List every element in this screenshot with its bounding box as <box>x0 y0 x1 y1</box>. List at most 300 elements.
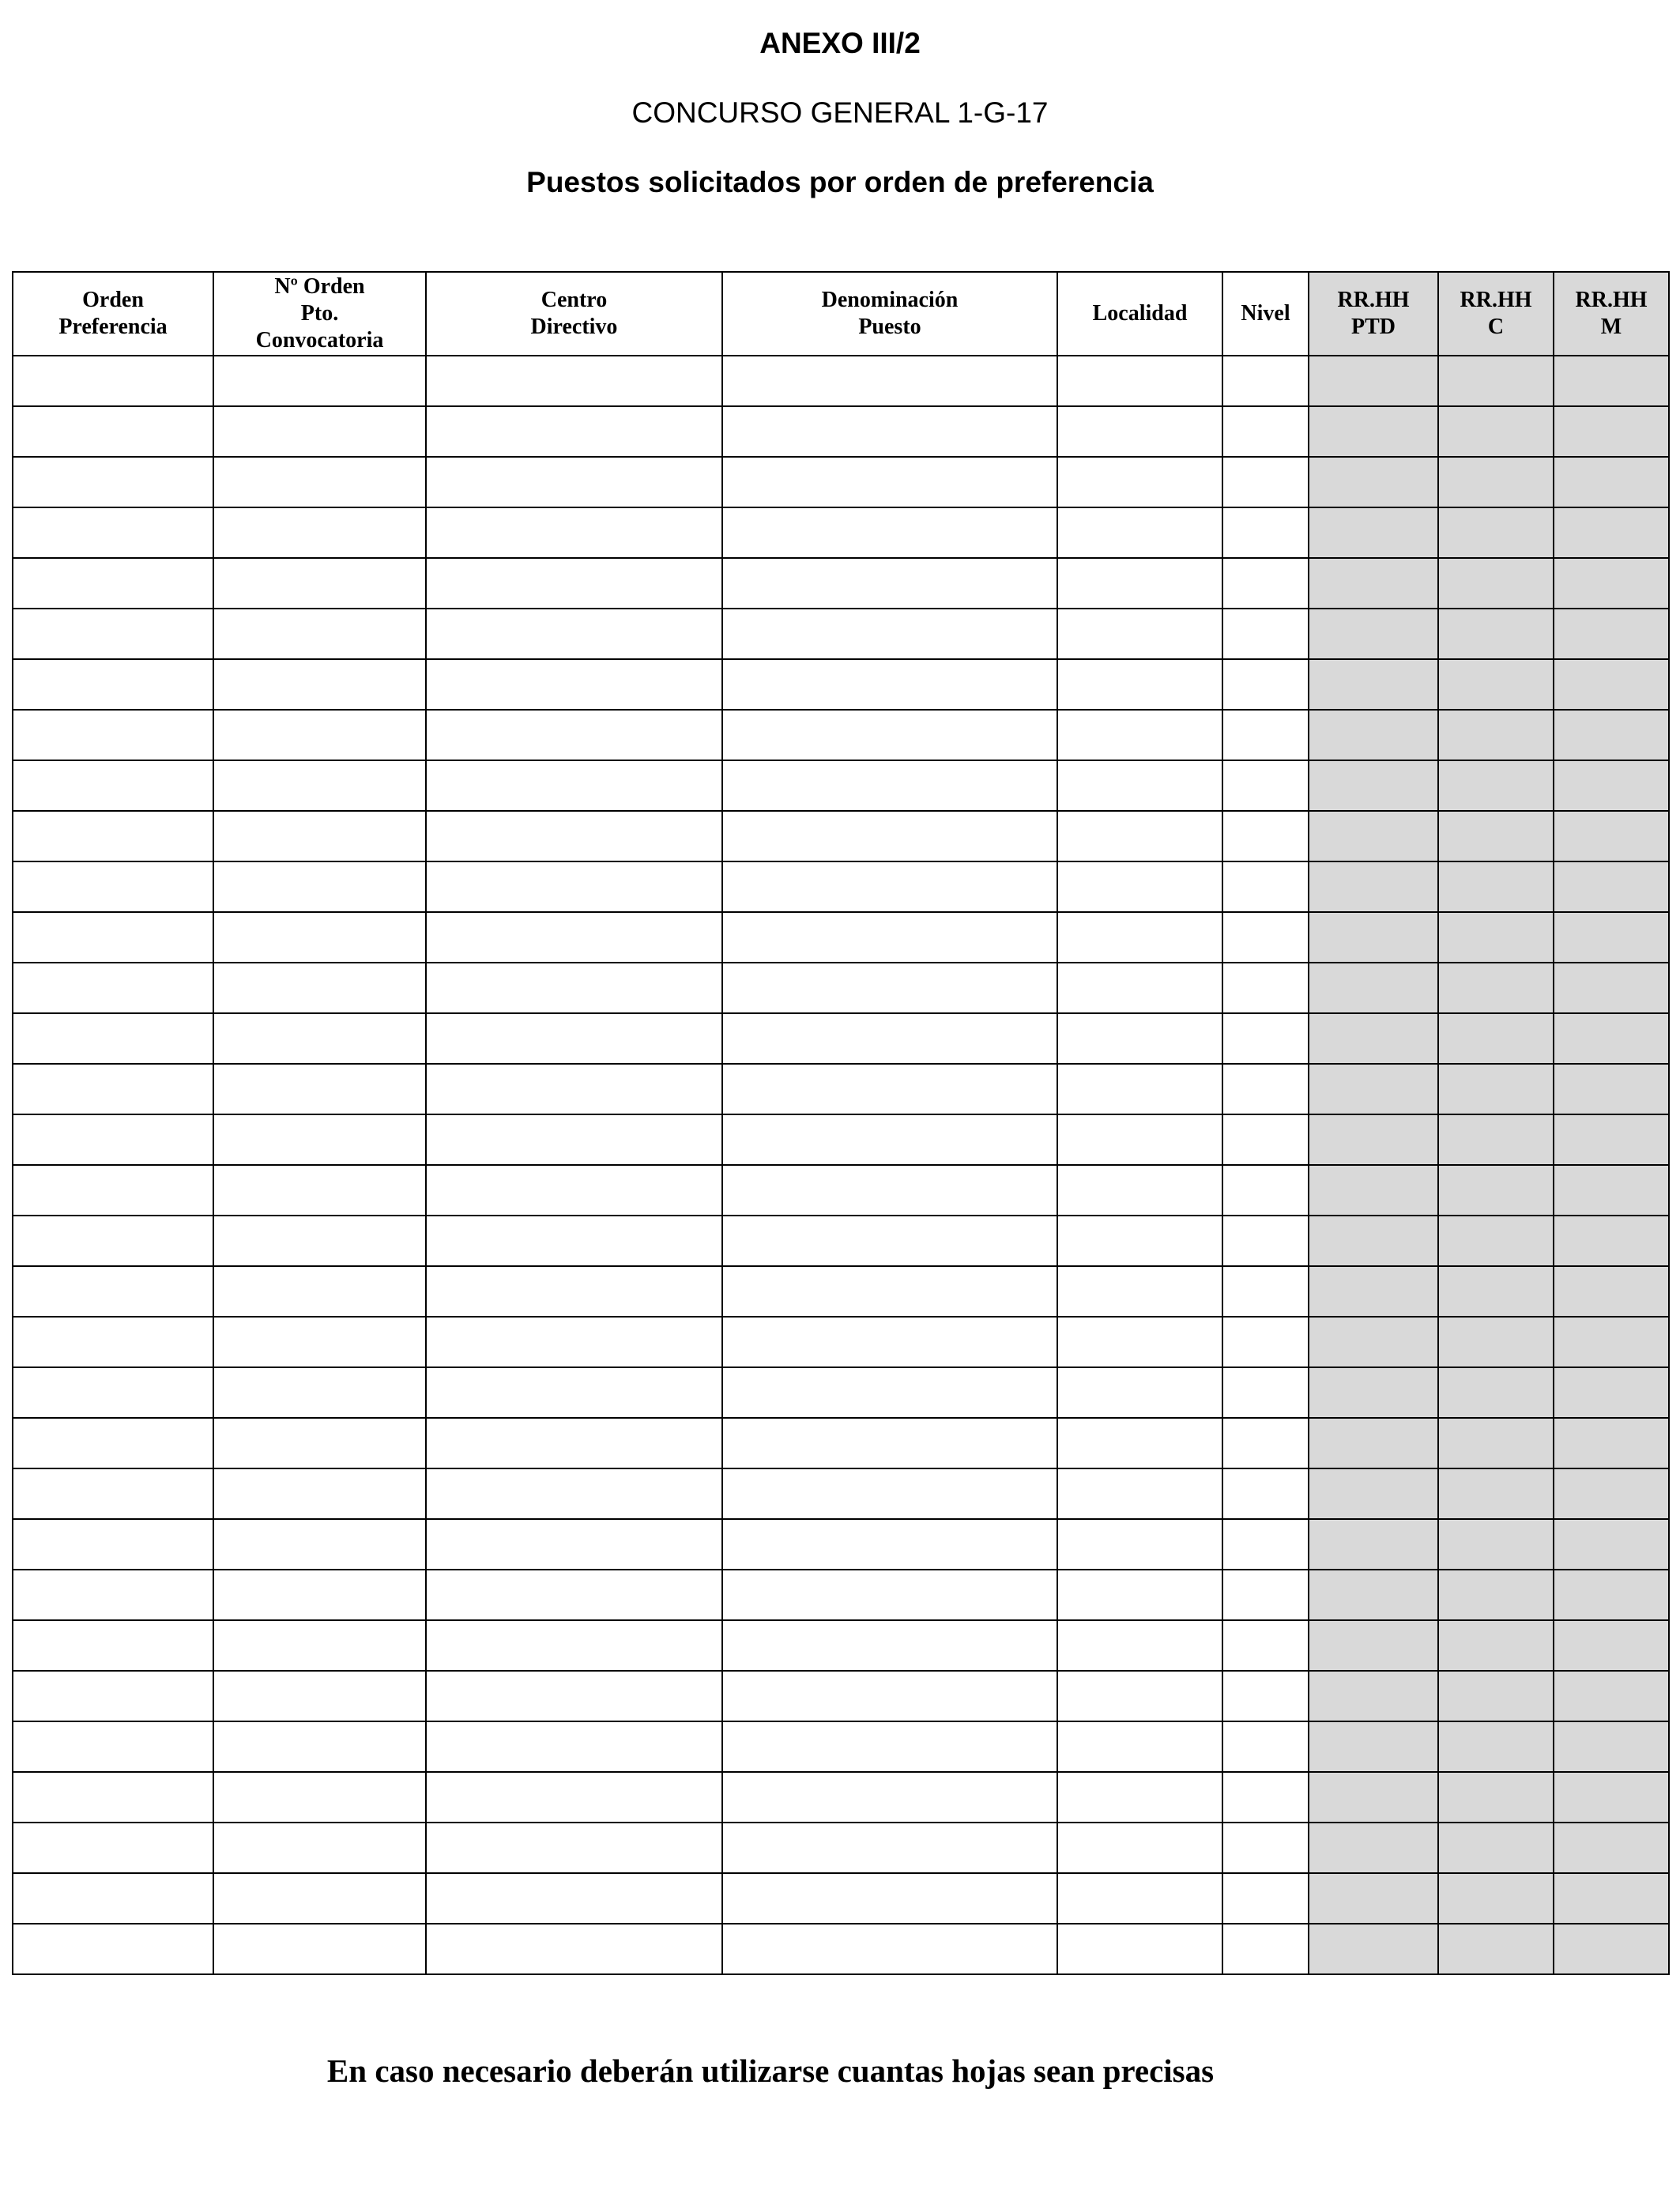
table-cell[interactable] <box>426 1013 722 1064</box>
table-cell[interactable] <box>213 356 426 406</box>
table-cell <box>1438 1823 1554 1873</box>
table-cell <box>1438 1064 1554 1114</box>
table-cell[interactable] <box>1057 1266 1222 1317</box>
table-cell[interactable] <box>13 406 213 457</box>
table-cell <box>1438 1873 1554 1924</box>
table-cell[interactable] <box>1222 1620 1309 1671</box>
table-cell <box>1554 406 1669 457</box>
table-cell[interactable] <box>213 1823 426 1873</box>
table-cell[interactable] <box>1057 861 1222 912</box>
table-cell[interactable] <box>1222 1772 1309 1823</box>
table-cell <box>1309 457 1438 507</box>
table-cell[interactable] <box>213 710 426 760</box>
table-cell[interactable] <box>426 1519 722 1570</box>
table-cell[interactable] <box>13 1620 213 1671</box>
table-cell[interactable] <box>13 356 213 406</box>
table-cell[interactable] <box>426 1317 722 1367</box>
table-cell[interactable] <box>1057 1165 1222 1216</box>
table-cell[interactable] <box>1057 1317 1222 1367</box>
table-row <box>13 1317 1669 1367</box>
table-cell[interactable] <box>1222 1114 1309 1165</box>
table-cell <box>1309 710 1438 760</box>
header-rrhh-m: RR.HH M <box>1554 272 1669 356</box>
table-cell <box>1554 609 1669 659</box>
table-cell[interactable] <box>213 1721 426 1772</box>
table-row <box>13 1570 1669 1620</box>
table-cell[interactable] <box>213 558 426 609</box>
table-cell[interactable] <box>1057 1570 1222 1620</box>
header-centro-directivo: Centro Directivo <box>426 272 722 356</box>
table-cell[interactable] <box>722 1216 1057 1266</box>
table-cell <box>1309 1418 1438 1468</box>
table-cell[interactable] <box>1222 1519 1309 1570</box>
table-cell[interactable] <box>1222 963 1309 1013</box>
table-cell[interactable] <box>13 1114 213 1165</box>
table-cell[interactable] <box>722 1165 1057 1216</box>
table-cell[interactable] <box>1222 1873 1309 1924</box>
table-cell[interactable] <box>1057 356 1222 406</box>
table-cell[interactable] <box>1222 1064 1309 1114</box>
table-cell[interactable] <box>722 811 1057 861</box>
table-cell[interactable] <box>1222 710 1309 760</box>
table-cell[interactable] <box>213 1165 426 1216</box>
table-row <box>13 912 1669 963</box>
table-cell <box>1554 760 1669 811</box>
table-cell[interactable] <box>213 1266 426 1317</box>
table-cell[interactable] <box>722 558 1057 609</box>
table-cell[interactable] <box>13 558 213 609</box>
table-cell[interactable] <box>722 457 1057 507</box>
table-row <box>13 1165 1669 1216</box>
table-cell <box>1554 1216 1669 1266</box>
table-cell[interactable] <box>13 457 213 507</box>
table-cell[interactable] <box>722 1266 1057 1317</box>
table-cell[interactable] <box>722 1468 1057 1519</box>
table-cell[interactable] <box>1222 406 1309 457</box>
table-cell[interactable] <box>426 1266 722 1317</box>
table-cell <box>1438 1317 1554 1367</box>
table-cell[interactable] <box>13 811 213 861</box>
table-cell[interactable] <box>722 609 1057 659</box>
table-cell[interactable] <box>426 1823 722 1873</box>
table-cell[interactable] <box>722 912 1057 963</box>
table-cell[interactable] <box>426 1064 722 1114</box>
table-row <box>13 507 1669 558</box>
table-cell[interactable] <box>213 1367 426 1418</box>
table-cell <box>1309 1924 1438 1974</box>
table-cell[interactable] <box>1057 1013 1222 1064</box>
table-cell[interactable] <box>722 760 1057 811</box>
table-cell[interactable] <box>1222 1924 1309 1974</box>
table-row <box>13 406 1669 457</box>
table-cell[interactable] <box>722 1570 1057 1620</box>
table-cell[interactable] <box>213 1216 426 1266</box>
table-cell[interactable] <box>13 912 213 963</box>
table-cell[interactable] <box>426 1367 722 1418</box>
table-cell[interactable] <box>722 659 1057 710</box>
table-cell[interactable] <box>1222 659 1309 710</box>
table-cell <box>1554 659 1669 710</box>
table-cell <box>1438 1570 1554 1620</box>
annex-title: ANEXO III/2 <box>759 27 921 59</box>
table-row <box>13 609 1669 659</box>
table-cell[interactable] <box>213 963 426 1013</box>
table-cell[interactable] <box>426 1114 722 1165</box>
table-cell[interactable] <box>722 406 1057 457</box>
table-cell[interactable] <box>722 1519 1057 1570</box>
table-cell <box>1554 1317 1669 1367</box>
table-cell <box>1554 507 1669 558</box>
table-cell[interactable] <box>213 609 426 659</box>
table-cell[interactable] <box>1057 1216 1222 1266</box>
table-cell[interactable] <box>426 1570 722 1620</box>
table-cell[interactable] <box>1057 1620 1222 1671</box>
table-cell[interactable] <box>1222 1013 1309 1064</box>
table-cell[interactable] <box>426 1216 722 1266</box>
table-cell[interactable] <box>213 760 426 811</box>
table-cell[interactable] <box>426 1721 722 1772</box>
table-cell <box>1309 1873 1438 1924</box>
table-cell[interactable] <box>213 1924 426 1974</box>
table-row <box>13 1367 1669 1418</box>
table-cell[interactable] <box>722 861 1057 912</box>
table-cell[interactable] <box>213 1671 426 1721</box>
table-cell[interactable] <box>1057 558 1222 609</box>
table-cell[interactable] <box>13 1064 213 1114</box>
table-cell[interactable] <box>213 1873 426 1924</box>
table-cell <box>1309 1671 1438 1721</box>
table-cell[interactable] <box>1222 1570 1309 1620</box>
table-cell[interactable] <box>1057 1671 1222 1721</box>
table-cell[interactable] <box>1222 811 1309 861</box>
table-cell <box>1554 1064 1669 1114</box>
table-cell <box>1554 356 1669 406</box>
table-cell <box>1554 457 1669 507</box>
table-cell <box>1554 1367 1669 1418</box>
table-cell[interactable] <box>426 912 722 963</box>
table-cell[interactable] <box>722 1064 1057 1114</box>
table-cell[interactable] <box>426 1620 722 1671</box>
table-cell[interactable] <box>13 1468 213 1519</box>
table-cell[interactable] <box>722 1367 1057 1418</box>
table-cell[interactable] <box>426 710 722 760</box>
table-cell[interactable] <box>722 1873 1057 1924</box>
table-cell[interactable] <box>13 1317 213 1367</box>
table-cell[interactable] <box>213 507 426 558</box>
table-cell[interactable] <box>1222 861 1309 912</box>
table-row <box>13 558 1669 609</box>
table-cell <box>1438 609 1554 659</box>
table-cell <box>1438 963 1554 1013</box>
table-cell[interactable] <box>1222 1823 1309 1873</box>
table-cell[interactable] <box>722 1721 1057 1772</box>
table-row <box>13 1064 1669 1114</box>
table-cell[interactable] <box>426 1873 722 1924</box>
table-cell[interactable] <box>722 1823 1057 1873</box>
table-cell[interactable] <box>1222 1317 1309 1367</box>
table-cell[interactable] <box>426 609 722 659</box>
table-row <box>13 1266 1669 1317</box>
table-cell[interactable] <box>13 1165 213 1216</box>
table-cell <box>1438 760 1554 811</box>
table-cell[interactable] <box>1222 1266 1309 1317</box>
table-cell[interactable] <box>13 1772 213 1823</box>
table-cell <box>1309 1519 1438 1570</box>
table-cell[interactable] <box>426 861 722 912</box>
table-cell <box>1309 1721 1438 1772</box>
table-cell <box>1309 558 1438 609</box>
table-cell[interactable] <box>13 1013 213 1064</box>
form-subtitle: Puestos solicitados por orden de preferencia <box>526 166 1154 198</box>
footer-note: En caso necesario deberán utilizarse cuantas hojas sean precisas <box>326 2053 1215 2089</box>
table-cell[interactable] <box>426 811 722 861</box>
table-cell <box>1309 1367 1438 1418</box>
table-cell[interactable] <box>426 1468 722 1519</box>
table-cell[interactable] <box>213 1772 426 1823</box>
table-cell[interactable] <box>13 1519 213 1570</box>
table-cell[interactable] <box>1222 609 1309 659</box>
table-cell <box>1309 1114 1438 1165</box>
table-cell[interactable] <box>1057 1064 1222 1114</box>
table-cell[interactable] <box>213 1013 426 1064</box>
table-cell[interactable] <box>1057 811 1222 861</box>
table-cell <box>1438 1620 1554 1671</box>
header-localidad: Localidad <box>1057 272 1222 356</box>
table-cell[interactable] <box>722 963 1057 1013</box>
table-cell[interactable] <box>722 710 1057 760</box>
table-cell[interactable] <box>13 1721 213 1772</box>
table-cell <box>1438 861 1554 912</box>
table-cell[interactable] <box>1222 457 1309 507</box>
table-cell <box>1554 1924 1669 1974</box>
table-cell[interactable] <box>722 507 1057 558</box>
table-cell[interactable] <box>13 609 213 659</box>
table-cell[interactable] <box>1057 406 1222 457</box>
table-cell[interactable] <box>13 1570 213 1620</box>
table-cell[interactable] <box>1222 1418 1309 1468</box>
table-cell <box>1554 1823 1669 1873</box>
table-cell[interactable] <box>1057 1367 1222 1418</box>
table-cell <box>1309 406 1438 457</box>
table-cell <box>1309 760 1438 811</box>
table-row <box>13 1519 1669 1570</box>
table-cell[interactable] <box>426 1924 722 1974</box>
table-cell[interactable] <box>13 1924 213 1974</box>
table-cell[interactable] <box>426 356 722 406</box>
table-cell[interactable] <box>13 1367 213 1418</box>
table-cell[interactable] <box>213 1064 426 1114</box>
table-cell <box>1309 1317 1438 1367</box>
table-cell[interactable] <box>1057 507 1222 558</box>
header-rrhh-ptd: RR.HH PTD <box>1309 272 1438 356</box>
table-cell[interactable] <box>426 963 722 1013</box>
table-row <box>13 1468 1669 1519</box>
table-cell[interactable] <box>1057 1772 1222 1823</box>
table-cell <box>1554 558 1669 609</box>
table-cell[interactable] <box>1057 1519 1222 1570</box>
table-cell[interactable] <box>213 1620 426 1671</box>
table-cell[interactable] <box>1057 1418 1222 1468</box>
table-cell[interactable] <box>426 558 722 609</box>
table-cell[interactable] <box>213 1519 426 1570</box>
table-cell[interactable] <box>1057 1114 1222 1165</box>
table-cell[interactable] <box>426 760 722 811</box>
table-cell <box>1438 457 1554 507</box>
table-cell[interactable] <box>13 1671 213 1721</box>
table-cell <box>1438 1671 1554 1721</box>
table-cell[interactable] <box>13 1418 213 1468</box>
table-cell <box>1554 1620 1669 1671</box>
table-cell[interactable] <box>1222 558 1309 609</box>
table-cell[interactable] <box>1222 912 1309 963</box>
table-cell[interactable] <box>1057 1721 1222 1772</box>
table-cell <box>1309 912 1438 963</box>
table-cell[interactable] <box>722 1013 1057 1064</box>
table-cell[interactable] <box>722 1924 1057 1974</box>
table-cell <box>1554 1721 1669 1772</box>
table-cell[interactable] <box>13 659 213 710</box>
table-cell[interactable] <box>13 963 213 1013</box>
table-cell <box>1554 1013 1669 1064</box>
table-cell[interactable] <box>722 1418 1057 1468</box>
table-cell[interactable] <box>1057 1823 1222 1873</box>
table-cell[interactable] <box>1057 659 1222 710</box>
header-orden-preferencia: Orden Preferencia <box>13 272 213 356</box>
table-cell <box>1438 1216 1554 1266</box>
table-cell <box>1554 1873 1669 1924</box>
table-cell[interactable] <box>722 1114 1057 1165</box>
table-cell[interactable] <box>1222 507 1309 558</box>
table-cell[interactable] <box>426 507 722 558</box>
table-cell <box>1438 507 1554 558</box>
table-cell[interactable] <box>722 1317 1057 1367</box>
table-cell <box>1554 1165 1669 1216</box>
table-cell <box>1554 1519 1669 1570</box>
table-cell <box>1554 1772 1669 1823</box>
table-cell <box>1554 1114 1669 1165</box>
table-cell[interactable] <box>722 1772 1057 1823</box>
table-cell[interactable] <box>1222 1468 1309 1519</box>
table-cell[interactable] <box>213 811 426 861</box>
table-cell[interactable] <box>722 1620 1057 1671</box>
table-cell <box>1438 811 1554 861</box>
table-cell[interactable] <box>1057 710 1222 760</box>
table-cell <box>1554 811 1669 861</box>
table-cell <box>1438 558 1554 609</box>
table-cell <box>1309 861 1438 912</box>
table-cell[interactable] <box>213 861 426 912</box>
header-nivel: Nivel <box>1222 272 1309 356</box>
table-row <box>13 659 1669 710</box>
table-cell[interactable] <box>1222 1165 1309 1216</box>
table-cell[interactable] <box>426 1418 722 1468</box>
table-cell <box>1554 1468 1669 1519</box>
table-cell[interactable] <box>426 457 722 507</box>
table-cell[interactable] <box>13 1873 213 1924</box>
table-cell[interactable] <box>213 1418 426 1468</box>
table-cell[interactable] <box>1222 1721 1309 1772</box>
table-cell[interactable] <box>426 659 722 710</box>
table-row <box>13 1823 1669 1873</box>
table-cell <box>1554 710 1669 760</box>
table-row <box>13 1418 1669 1468</box>
table-cell[interactable] <box>1222 356 1309 406</box>
table-cell[interactable] <box>213 912 426 963</box>
table-row <box>13 1873 1669 1924</box>
table-cell[interactable] <box>213 659 426 710</box>
table-cell <box>1554 1671 1669 1721</box>
table-cell[interactable] <box>1057 457 1222 507</box>
table-cell[interactable] <box>1222 1367 1309 1418</box>
preferences-table <box>12 271 1670 1975</box>
table-cell[interactable] <box>722 1671 1057 1721</box>
table-cell[interactable] <box>1057 1468 1222 1519</box>
table-cell[interactable] <box>13 1266 213 1317</box>
table-body <box>13 356 1669 1974</box>
table-cell[interactable] <box>13 861 213 912</box>
table-cell <box>1438 1114 1554 1165</box>
header-denominacion-puesto: Denominación Puesto <box>722 272 1057 356</box>
table-cell[interactable] <box>13 507 213 558</box>
table-cell[interactable] <box>1222 760 1309 811</box>
table-cell <box>1438 659 1554 710</box>
table-cell <box>1309 1468 1438 1519</box>
table-cell[interactable] <box>213 406 426 457</box>
table-cell <box>1309 1266 1438 1317</box>
table-header-row <box>13 272 1669 356</box>
table-cell[interactable] <box>1057 609 1222 659</box>
table-cell[interactable] <box>13 1823 213 1873</box>
table-cell[interactable] <box>1057 760 1222 811</box>
table-cell <box>1554 963 1669 1013</box>
table-row <box>13 710 1669 760</box>
table-cell[interactable] <box>426 1671 722 1721</box>
table-cell <box>1438 1013 1554 1064</box>
table-cell <box>1309 1216 1438 1266</box>
table-cell <box>1554 1418 1669 1468</box>
table-cell[interactable] <box>213 457 426 507</box>
table-cell[interactable] <box>1057 963 1222 1013</box>
table-cell <box>1554 1266 1669 1317</box>
table-cell <box>1309 1620 1438 1671</box>
table-row <box>13 760 1669 811</box>
table-cell <box>1554 912 1669 963</box>
table-cell[interactable] <box>213 1114 426 1165</box>
table-cell <box>1309 609 1438 659</box>
table-cell[interactable] <box>1057 912 1222 963</box>
table-cell <box>1309 1570 1438 1620</box>
table-cell <box>1438 710 1554 760</box>
table-cell[interactable] <box>213 1570 426 1620</box>
table-cell[interactable] <box>1222 1216 1309 1266</box>
table-cell[interactable] <box>1222 1671 1309 1721</box>
table-cell[interactable] <box>1057 1873 1222 1924</box>
table-cell[interactable] <box>722 356 1057 406</box>
table-cell[interactable] <box>213 1468 426 1519</box>
table-cell[interactable] <box>1057 1924 1222 1974</box>
table-row <box>13 356 1669 406</box>
table-cell[interactable] <box>426 1165 722 1216</box>
table-cell[interactable] <box>13 710 213 760</box>
table-cell[interactable] <box>13 1216 213 1266</box>
table-cell[interactable] <box>213 1317 426 1367</box>
contest-title: CONCURSO GENERAL 1-G-17 <box>631 96 1049 129</box>
table-cell[interactable] <box>13 760 213 811</box>
table-row <box>13 963 1669 1013</box>
table-cell[interactable] <box>426 406 722 457</box>
table-cell[interactable] <box>426 1772 722 1823</box>
table-cell <box>1309 1165 1438 1216</box>
